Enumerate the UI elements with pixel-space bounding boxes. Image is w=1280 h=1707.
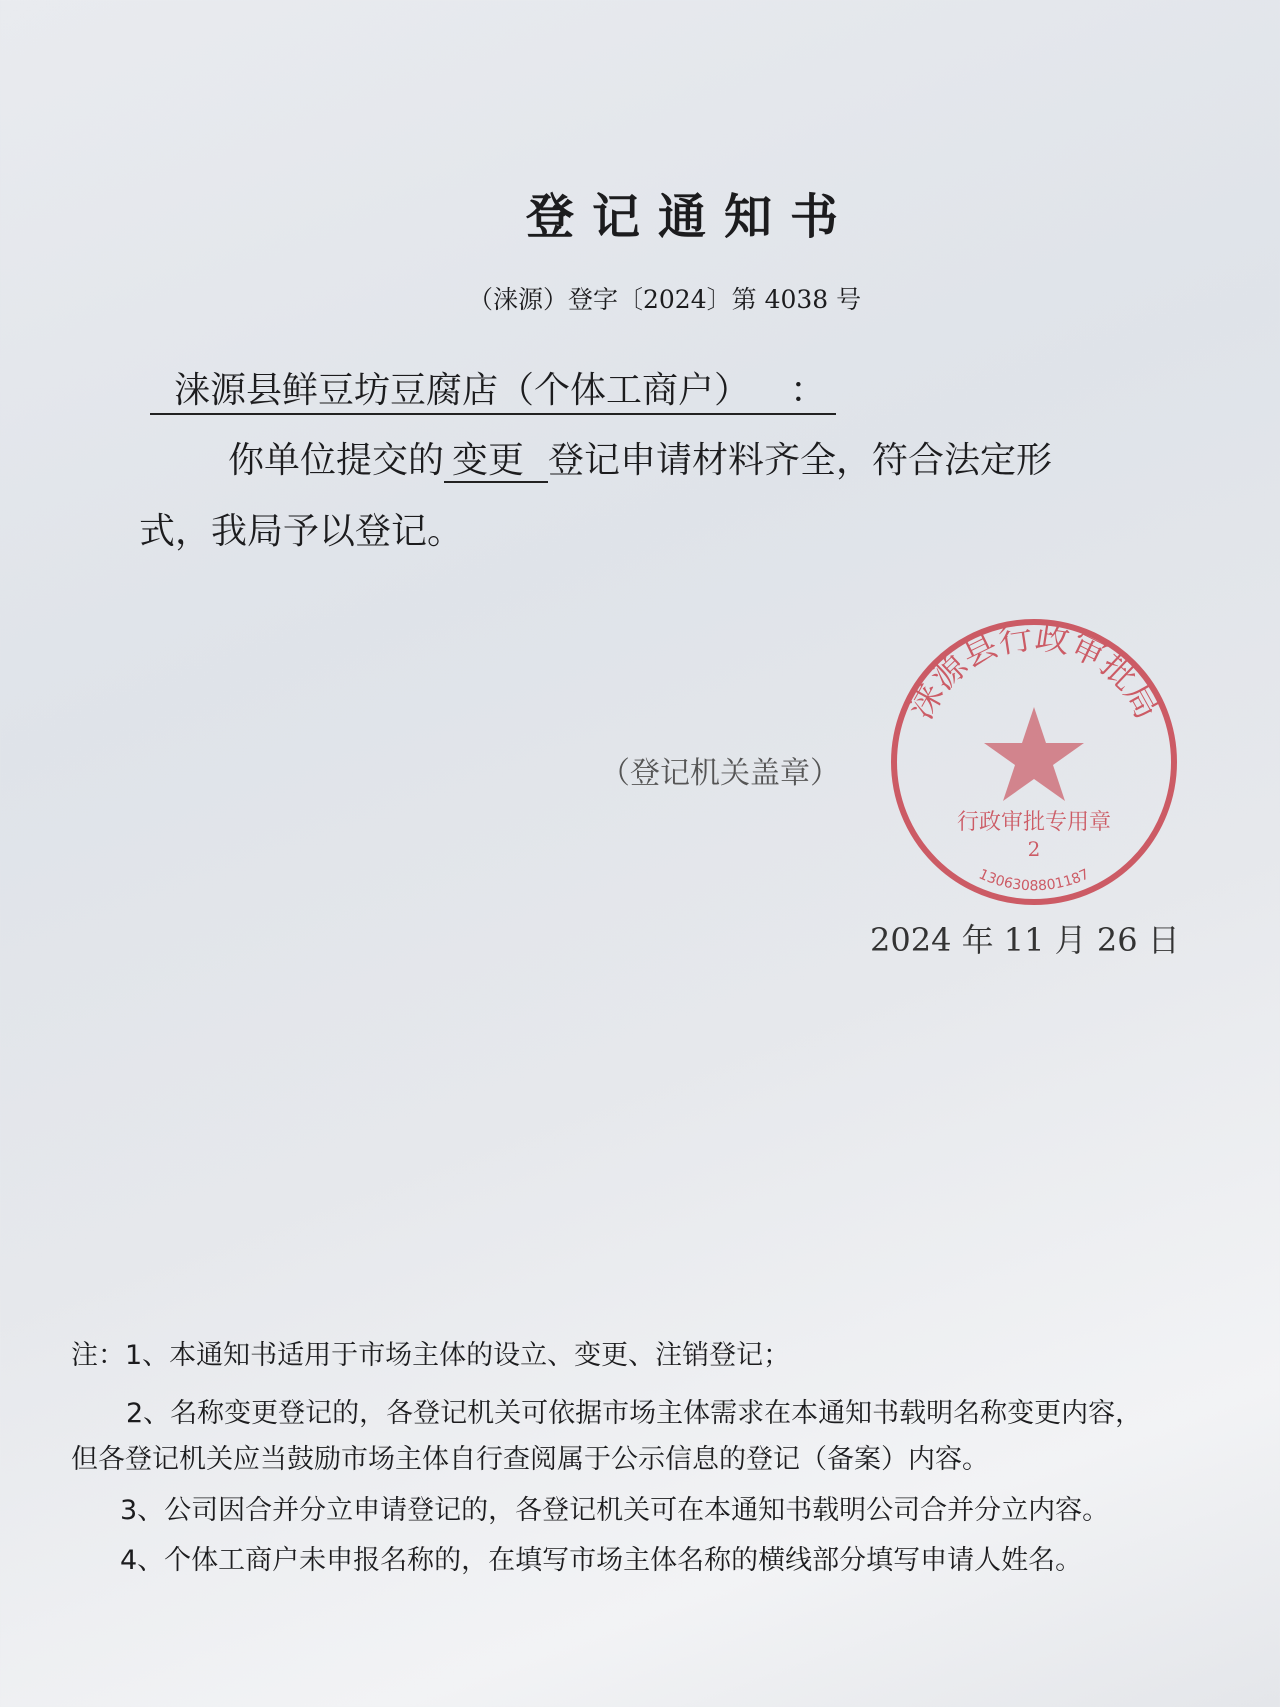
body-line-1 xyxy=(228,432,1052,483)
note-2-continued: 但各登记机关应当鼓励市场主体自行查阅属于公示信息的登记（备案）内容。 xyxy=(71,1444,989,1475)
addressee-colon: ： xyxy=(740,370,836,415)
seal-inner-text: 行政审批专用章 xyxy=(956,810,1112,835)
seal-code: 1306308801187 xyxy=(976,866,1092,895)
seal-number: 2 xyxy=(1027,837,1041,861)
note-4: 4、个体工商户未申报名称的，在填写市场主体名称的横线部分填写申请人姓名。 xyxy=(120,1545,1083,1576)
star-icon xyxy=(984,707,1084,801)
note-2: 2、名称变更登记的，各登记机关可依据市场主体需求在本通知书载明名称变更内容， xyxy=(126,1398,1143,1429)
issue-date: 2024 年 11 月 26 日 xyxy=(870,921,1180,959)
change-type: 变更 xyxy=(444,440,548,483)
body-prefix: 你单位提交的 xyxy=(228,440,445,481)
body-suffix: 登记申请材料齐全，符合法定形 xyxy=(548,440,1053,481)
addressee-line xyxy=(150,362,836,413)
body-line-2: 式，我局予以登记。 xyxy=(139,511,464,552)
document-number: （涞源）登字〔2024〕第 4038 号 xyxy=(468,285,862,314)
document-title: 登记通知书 xyxy=(525,189,856,245)
addressee-name: 涞源县鲜豆坊豆腐店（个体工商户） xyxy=(150,370,740,415)
seal-caption: （登记机关盖章） xyxy=(600,756,840,791)
seal-ring-text: 涞源县行政审批局 xyxy=(900,617,1168,726)
note-1: 注：1、本通知书适用于市场主体的设立、变更、注销登记； xyxy=(71,1340,791,1371)
official-seal-stamp xyxy=(887,615,1181,909)
note-3: 3、公司因合并分立申请登记的，各登记机关可在本通知书载明公司合并分立内容。 xyxy=(120,1495,1110,1526)
